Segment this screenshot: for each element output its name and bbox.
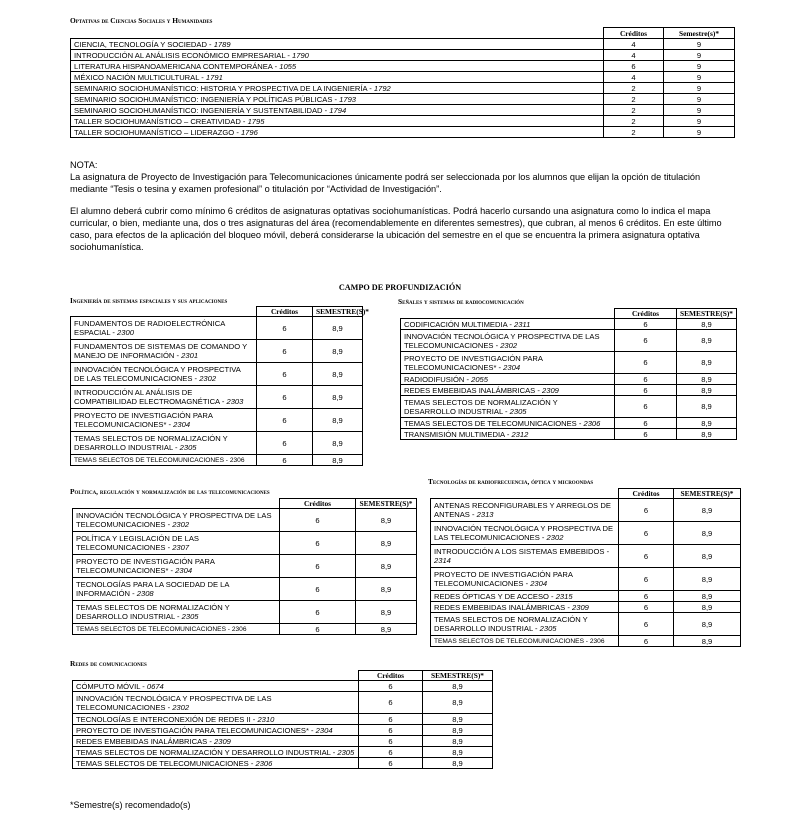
redes-title: Redes de comunicaciones [70, 659, 147, 668]
course-name-text: CODIFICACIÓN MULTIMEDIA [404, 319, 508, 329]
course-code: 1794 [329, 105, 347, 115]
course-name: TECNOLOGÍAS PARA LA SOCIEDAD DE LA INFORMACIÓN - 2308 [73, 578, 280, 601]
course-code: 2302 [500, 340, 518, 350]
course-code: 1792 [373, 83, 391, 93]
course-name: INNOVACIÓN TECNOLÓGICA Y PROSPECTIVA DE LAS TELECOMUNICACIONES - 2302 [73, 692, 359, 714]
course-semestre: 8,9 [423, 758, 493, 769]
course-creditos: 6 [615, 319, 677, 330]
course-creditos: 6 [619, 591, 674, 602]
course-name [71, 455, 257, 466]
course-name: INTRODUCCIÓN AL ANÁLISIS ECONÓMICO EMPRESARIAL - 1790 [71, 50, 604, 61]
course-code: 2055 [471, 374, 488, 384]
course-name-text: TRANSMISIÓN MULTIMEDIA [404, 429, 505, 439]
course-creditos: 6 [619, 602, 674, 613]
course-name-text: PROYECTO DE INVESTIGACIÓN PARA TELECOMUNICACIONES* [76, 725, 309, 735]
politica-table [72, 498, 417, 635]
course-creditos: 6 [615, 352, 677, 374]
course-creditos: 6 [359, 747, 423, 758]
course-name: TECNOLOGÍAS E INTERCONEXIÓN DE REDES II - 2310 [73, 714, 359, 725]
course-semestre: 8,9 [677, 319, 737, 330]
course-name-text: TALLER SOCIOHUMANÍSTICO – CREATIVIDAD [74, 116, 241, 126]
course-semestre: 8,9 [423, 681, 493, 692]
course-code: 2304 [173, 420, 191, 429]
course-semestre: 9 [664, 116, 735, 127]
course-creditos: 6 [619, 568, 674, 591]
course-name: FUNDAMENTOS DE RADIOELECTRÓNICA ESPACIAL - 2300 [71, 317, 257, 340]
table-row [401, 429, 737, 440]
course-code: 2310 [257, 714, 275, 724]
course-code: 1793 [339, 94, 357, 104]
footnote: *Semestre(s) recomendado(s) [70, 800, 191, 810]
course-code: 2304 [175, 566, 193, 575]
course-name: REDES EMBEBIDAS INALÁMBRICAS - 2309 [431, 602, 619, 613]
optativas-table [70, 27, 735, 138]
table-row [431, 636, 741, 647]
course-code: 2308 [136, 589, 154, 598]
table-row [71, 363, 363, 386]
course-code: 2302 [199, 374, 217, 383]
course-semestre: 8,9 [423, 725, 493, 736]
course-name: PROYECTO DE INVESTIGACIÓN PARA TELECOMUNICACIONES* - 2304 [73, 555, 280, 578]
course-creditos: 6 [280, 555, 356, 578]
course-name-text: INTRODUCCIÓN AL ANÁLISIS ECONÓMICO EMPRESARIAL [74, 50, 286, 60]
course-creditos: 6 [615, 429, 677, 440]
header-creditos: Créditos [257, 307, 313, 317]
table-row [71, 127, 735, 138]
header-semestre: SEMESTRE(S)* [677, 309, 737, 319]
course-name: PROYECTO DE INVESTIGACIÓN PARA TELECOMUNICACIONES* - 2304 [71, 409, 257, 432]
course-name-text: REDES ÓPTICAS Y DE ACCESO [434, 591, 549, 601]
course-name: SEMINARIO SOCIOHUMANÍSTICO: HISTORIA Y PROSPECTIVA DE LA INGENIERÍA - 1792 [71, 83, 604, 94]
header-semestre: SEMESTRE(S)* [356, 499, 417, 509]
table-row [73, 624, 417, 635]
course-code: 1796 [240, 127, 258, 137]
course-name: ANTENAS RECONFIGURABLES Y ARREGLOS DE ANTENAS - 2313 [431, 499, 619, 522]
course-semestre: 8,9 [674, 499, 741, 522]
table-row [431, 499, 741, 522]
course-creditos: 6 [359, 681, 423, 692]
table-row [71, 455, 363, 466]
course-creditos: 6 [619, 499, 674, 522]
table-row [71, 432, 363, 455]
table-row [73, 532, 417, 555]
course-code: 2312 [511, 429, 529, 439]
table-row [431, 545, 741, 568]
course-name: INTRODUCCIÓN A LOS SISTEMAS EMBEBIDOS - 2314 [431, 545, 619, 568]
course-semestre: 8,9 [674, 522, 741, 545]
course-code: 2304 [315, 725, 333, 735]
course-code: 2301 [181, 351, 199, 360]
header-creditos: Créditos [615, 309, 677, 319]
table-row [71, 386, 363, 409]
course-semestre: 8,9 [423, 714, 493, 725]
table-row [73, 692, 493, 714]
course-semestre: 8,9 [677, 418, 737, 429]
course-code: 2313 [476, 510, 494, 519]
header-creditos: Créditos [619, 489, 674, 499]
course-semestre: 8,9 [313, 455, 363, 466]
course-name-text: TEMAS SELECTOS DE TELECOMUNICACIONES - 2306 [434, 637, 605, 645]
course-name-text: TEMAS SELECTOS DE NORMALIZACIÓN Y DESARROLLO INDUSTRIAL [76, 603, 230, 621]
table-row [71, 116, 735, 127]
course-code: 2309 [572, 602, 589, 612]
header-semestre: SEMESTRE(S)* [674, 489, 741, 499]
course-creditos: 6 [257, 340, 313, 363]
course-creditos: 6 [280, 509, 356, 532]
course-creditos: 6 [359, 714, 423, 725]
course-semestre: 8,9 [313, 409, 363, 432]
course-semestre: 9 [664, 39, 735, 50]
table-row [71, 409, 363, 432]
course-code: 1795 [247, 116, 265, 126]
course-name: TRANSMISIÓN MULTIMEDIA - 2312 [401, 429, 615, 440]
course-name-text: INNOVACIÓN TECNOLÓGICA Y PROSPECTIVA DE LAS TELECOMUNICACIONES [76, 511, 272, 529]
course-name-text: ANTENAS RECONFIGURABLES Y ARREGLOS DE ANTENAS [434, 501, 611, 519]
course-semestre: 9 [664, 105, 735, 116]
course-creditos: 6 [257, 317, 313, 340]
course-code: 2315 [555, 591, 573, 601]
course-name-text: SEMINARIO SOCIOHUMANÍSTICO: HISTORIA Y PROSPECTIVA DE LA INGENIERÍA [74, 83, 368, 93]
course-creditos: 2 [604, 116, 664, 127]
table-row [73, 509, 417, 532]
course-semestre: 8,9 [313, 432, 363, 455]
course-name: PROYECTO DE INVESTIGACIÓN PARA TELECOMUNICACIONES* - 2304 [73, 725, 359, 736]
course-creditos: 4 [604, 72, 664, 83]
table-row [71, 72, 735, 83]
espaciales-table [70, 306, 369, 466]
radiofrecuencia-table [430, 488, 741, 647]
course-semestre: 8,9 [356, 578, 417, 601]
course-name-text: TEMAS SELECTOS DE TELECOMUNICACIONES - 2306 [74, 456, 245, 464]
course-name-text: INNOVACIÓN TECNOLÓGICA Y PROSPECTIVA DE LAS TELECOMUNICACIONES [76, 693, 272, 712]
course-code: 2302 [172, 702, 190, 712]
course-semestre: 8,9 [677, 429, 737, 440]
course-creditos: 6 [619, 613, 674, 636]
table-row [73, 758, 493, 769]
course-name: CÓMPUTO MÓVIL - 0674 [73, 681, 359, 692]
course-name-text: TEMAS SELECTOS DE TELECOMUNICACIONES - 2306 [76, 625, 247, 633]
course-semestre: 8,9 [313, 340, 363, 363]
course-code: 1791 [205, 72, 223, 82]
course-name [431, 636, 619, 647]
course-creditos: 6 [280, 532, 356, 555]
course-creditos: 6 [280, 601, 356, 624]
table-row [431, 568, 741, 591]
course-semestre: 8,9 [423, 692, 493, 714]
course-name: CIENCIA, TECNOLOGÍA Y SOCIEDAD - 1789 [71, 39, 604, 50]
course-semestre: 9 [664, 94, 735, 105]
course-semestre: 9 [664, 83, 735, 94]
course-name: TEMAS SELECTOS DE NORMALIZACIÓN Y DESARROLLO INDUSTRIAL - 2305 [431, 613, 619, 636]
course-name: SEMINARIO SOCIOHUMANÍSTICO: INGENIERÍA Y SUSTENTABILIDAD - 1794 [71, 105, 604, 116]
course-name: INNOVACIÓN TECNOLÓGICA Y PROSPECTIVA DE LAS TELECOMUNICACIONES - 2302 [401, 330, 615, 352]
campo-title: CAMPO DE PROFUNDIZACIÓN [338, 283, 462, 292]
senales-table [400, 308, 737, 440]
course-name-text: TEMAS SELECTOS DE NORMALIZACIÓN Y DESARROLLO INDUSTRIAL [76, 747, 331, 757]
course-name: TALLER SOCIOHUMANÍSTICO – CREATIVIDAD - 1795 [71, 116, 604, 127]
course-code: 2305 [539, 624, 557, 633]
course-creditos: 6 [359, 758, 423, 769]
course-semestre: 8,9 [674, 636, 741, 647]
course-code: 2306 [255, 758, 273, 768]
course-semestre: 8,9 [677, 374, 737, 385]
table-row [73, 714, 493, 725]
course-semestre: 8,9 [356, 555, 417, 578]
course-name: REDES EMBEBIDAS INALÁMBRICAS - 2309 [401, 385, 615, 396]
course-name-text: REDES EMBEBIDAS INALÁMBRICAS [76, 736, 208, 746]
course-name-text: SEMINARIO SOCIOHUMANÍSTICO: INGENIERÍA Y POLÍTICAS PÚBLICAS [74, 94, 333, 104]
course-creditos: 6 [615, 385, 677, 396]
course-name-text: SEMINARIO SOCIOHUMANÍSTICO: INGENIERÍA Y SUSTENTABILIDAD [74, 105, 323, 115]
table-row [431, 613, 741, 636]
course-semestre: 8,9 [356, 624, 417, 635]
course-name-text: RADIODIFUSIÓN [404, 374, 465, 384]
table-row [401, 385, 737, 396]
table-row [431, 602, 741, 613]
optativas-title: Optativas de Ciencias Sociales y Humanidades [70, 16, 213, 25]
course-name-text: PROYECTO DE INVESTIGACIÓN PARA TELECOMUNICACIONES* [74, 411, 213, 429]
course-creditos: 6 [280, 578, 356, 601]
table-row [71, 39, 735, 50]
course-semestre: 8,9 [674, 545, 741, 568]
course-name-text: POLÍTICA Y LEGISLACIÓN DE LAS TELECOMUNICACIONES [76, 534, 199, 552]
course-name: FUNDAMENTOS DE SISTEMAS DE COMANDO Y MANEJO DE INFORMACIÓN - 2301 [71, 340, 257, 363]
header-creditos: Créditos [359, 671, 423, 681]
course-name-text: TECNOLOGÍAS PARA LA SOCIEDAD DE LA INFORMACIÓN [76, 580, 230, 598]
course-name: LITERATURA HISPANOAMERICANA CONTEMPORÁNEA - 1055 [71, 61, 604, 72]
course-name-text: INTRODUCCIÓN AL ANÁLISIS DE COMPATIBILIDAD ELECTROMAGNÉTICA [74, 388, 220, 406]
table-row [401, 330, 737, 352]
table-row [401, 374, 737, 385]
course-creditos: 6 [615, 396, 677, 418]
course-code: 1055 [279, 61, 297, 71]
course-code: 2307 [172, 543, 190, 552]
header-semestre: SEMESTRE(S)* [313, 307, 363, 317]
nota [70, 159, 735, 253]
course-name-text: TALLER SOCIOHUMANÍSTICO – LIDERAZGO [74, 127, 235, 137]
course-name-text: FUNDAMENTOS DE SISTEMAS DE COMANDO Y MANEJO DE INFORMACIÓN [74, 342, 247, 360]
course-creditos: 6 [359, 736, 423, 747]
table-row [71, 50, 735, 61]
course-name: TEMAS SELECTOS DE NORMALIZACIÓN Y DESARROLLO INDUSTRIAL - 2305 [401, 396, 615, 418]
course-name-text: INNOVACIÓN TECNOLÓGICA Y PROSPECTIVA DE LAS TELECOMUNICACIONES [74, 365, 241, 383]
course-semestre: 8,9 [356, 532, 417, 555]
course-code: 2304 [530, 579, 548, 588]
course-name-text: TEMAS SELECTOS DE NORMALIZACIÓN Y DESARROLLO INDUSTRIAL [404, 397, 558, 416]
senales-title: Señales y sistemas de radiocomunicación [398, 297, 524, 306]
course-creditos: 2 [604, 94, 664, 105]
course-semestre: 9 [664, 127, 735, 138]
espaciales-title: Ingeniería de sistemas espaciales y sus aplicaciones [70, 296, 228, 305]
course-semestre: 8,9 [423, 736, 493, 747]
course-name-text: TEMAS SELECTOS DE NORMALIZACIÓN Y DESARROLLO INDUSTRIAL [434, 615, 588, 633]
course-name: TALLER SOCIOHUMANÍSTICO – LIDERAZGO - 1796 [71, 127, 604, 138]
radiofrecuencia-title: Tecnologías de radiofrecuencia, óptica y microondas [428, 477, 594, 486]
course-code: 2309 [214, 736, 231, 746]
course-name: CODIFICACIÓN MULTIMEDIA - 2311 [401, 319, 615, 330]
course-creditos: 2 [604, 127, 664, 138]
course-code: 2305 [337, 747, 355, 757]
course-name: TEMAS SELECTOS DE NORMALIZACIÓN Y DESARROLLO INDUSTRIAL - 2305 [73, 747, 359, 758]
course-semestre: 8,9 [674, 591, 741, 602]
course-creditos: 6 [615, 418, 677, 429]
table-row [71, 317, 363, 340]
course-name-text: TEMAS SELECTOS DE NORMALIZACIÓN Y DESARROLLO INDUSTRIAL [74, 434, 228, 452]
nota-p2: El alumno deberá cubrir como mínimo 6 créditos de asignaturas optativas sociohumanísticas. Podrá hacerlo cursando una asignatura como lo indica el mapa curricular, o bien, mediante una, dos o tres asignaturas del área (recomendablemente en diferentes semestres), que cubran, al menos 6 créditos. En este último caso, para efectos de la aplicación del bloqueo móvil, deberá considerarse la ubicación del semestre en el que se encuentra la primera asignatura optativa sociohumanística. [70, 206, 722, 252]
redes-table [72, 670, 493, 769]
course-code: 2309 [542, 385, 559, 395]
course-name-text: FUNDAMENTOS DE RADIOELECTRÓNICA ESPACIAL [74, 319, 225, 337]
course-semestre: 8,9 [674, 568, 741, 591]
course-code: 2314 [434, 556, 451, 565]
header-creditos: Créditos [604, 28, 664, 39]
table-row [71, 340, 363, 363]
course-name: TEMAS SELECTOS DE TELECOMUNICACIONES - 2306 [73, 758, 359, 769]
header-semestre: SEMESTRE(S)* [423, 671, 493, 681]
course-name-text: TEMAS SELECTOS DE TELECOMUNICACIONES [76, 758, 249, 768]
course-name-text: MÉXICO NACIÓN MULTICULTURAL [74, 72, 200, 82]
course-semestre: 8,9 [674, 613, 741, 636]
course-code: 1789 [213, 39, 231, 49]
course-name-text: REDES EMBEBIDAS INALÁMBRICAS [434, 602, 566, 612]
course-semestre: 9 [664, 61, 735, 72]
course-creditos: 6 [280, 624, 356, 635]
course-semestre: 8,9 [677, 385, 737, 396]
course-creditos: 4 [604, 50, 664, 61]
course-code: 2304 [503, 362, 521, 372]
course-code: 2302 [172, 520, 190, 529]
course-creditos: 6 [257, 363, 313, 386]
course-semestre: 8,9 [313, 317, 363, 340]
table-row [401, 352, 737, 374]
table-row [73, 747, 493, 758]
course-name: INNOVACIÓN TECNOLÓGICA Y PROSPECTIVA DE LAS TELECOMUNICACIONES - 2302 [431, 522, 619, 545]
table-row [71, 105, 735, 116]
table-row [71, 83, 735, 94]
course-semestre: 8,9 [677, 352, 737, 374]
course-semestre: 8,9 [674, 602, 741, 613]
course-code: 1790 [292, 50, 309, 60]
table-row [431, 591, 741, 602]
course-code: 2305 [509, 406, 527, 416]
course-name-text: CIENCIA, TECNOLOGÍA Y SOCIEDAD [74, 39, 207, 49]
table-row [71, 61, 735, 72]
table-row [401, 396, 737, 418]
course-name: INNOVACIÓN TECNOLÓGICA Y PROSPECTIVA DE LAS TELECOMUNICACIONES - 2302 [71, 363, 257, 386]
course-name: SEMINARIO SOCIOHUMANÍSTICO: INGENIERÍA Y POLÍTICAS PÚBLICAS - 1793 [71, 94, 604, 105]
course-semestre: 9 [664, 72, 735, 83]
course-creditos: 2 [604, 105, 664, 116]
course-name: PROYECTO DE INVESTIGACIÓN PARA TELECOMUNICACIONES - 2304 [431, 568, 619, 591]
course-semestre: 8,9 [313, 363, 363, 386]
course-code: 2303 [226, 397, 244, 406]
header-creditos: Créditos [280, 499, 356, 509]
course-name: TEMAS SELECTOS DE TELECOMUNICACIONES - 2306 [401, 418, 615, 429]
table-row [431, 522, 741, 545]
course-name-text: REDES EMBEBIDAS INALÁMBRICAS [404, 385, 536, 395]
table-row [401, 418, 737, 429]
nota-p1: La asignatura de Proyecto de Investigación para Telecomunicaciones únicamente podrá ser seleccionada por los alumnos que elijan la opción de titulación mediante “Tesis o tesina y examen profesional” o titulación por “Actividad de Investigación”. [70, 172, 701, 194]
course-creditos: 6 [359, 725, 423, 736]
course-semestre: 8,9 [356, 601, 417, 624]
course-creditos: 6 [359, 692, 423, 714]
course-creditos: 6 [619, 636, 674, 647]
course-name: TEMAS SELECTOS DE NORMALIZACIÓN Y DESARROLLO INDUSTRIAL - 2305 [73, 601, 280, 624]
course-semestre: 8,9 [356, 509, 417, 532]
course-name-text: INNOVACIÓN TECNOLÓGICA Y PROSPECTIVA DE LAS TELECOMUNICACIONES [404, 331, 600, 350]
course-code: 0674 [146, 681, 164, 691]
header-semestre: Semestre(s)* [664, 28, 735, 39]
course-name: REDES ÓPTICAS Y DE ACCESO - 2315 [431, 591, 619, 602]
table-row [73, 725, 493, 736]
course-creditos: 6 [257, 386, 313, 409]
course-semestre: 8,9 [677, 330, 737, 352]
course-name: PROYECTO DE INVESTIGACIÓN PARA TELECOMUNICACIONES* - 2304 [401, 352, 615, 374]
table-row [401, 319, 737, 330]
course-name: RADIODIFUSIÓN - 2055 [401, 374, 615, 385]
course-creditos: 2 [604, 83, 664, 94]
course-name [73, 624, 280, 635]
table-row [73, 601, 417, 624]
course-name-text: INNOVACIÓN TECNOLÓGICA Y PROSPECTIVA DE LAS TELECOMUNICACIONES [434, 524, 614, 542]
table-row [73, 555, 417, 578]
course-creditos: 6 [615, 374, 677, 385]
course-semestre: 8,9 [423, 747, 493, 758]
course-name-text: INTRODUCCIÓN A LOS SISTEMAS EMBEBIDOS [434, 547, 605, 556]
course-creditos: 6 [615, 330, 677, 352]
course-creditos: 6 [604, 61, 664, 72]
course-code: 2300 [117, 328, 134, 337]
course-semestre: 8,9 [677, 396, 737, 418]
course-name-text: LITERATURA HISPANOAMERICANA CONTEMPORÁNEA [74, 61, 273, 71]
course-code: 2306 [583, 418, 601, 428]
course-name-text: CÓMPUTO MÓVIL [76, 681, 141, 691]
course-name-text: PROYECTO DE INVESTIGACIÓN PARA TELECOMUNICACIONES* [76, 557, 215, 575]
course-creditos: 6 [257, 455, 313, 466]
course-creditos: 6 [619, 545, 674, 568]
course-code: 2305 [181, 612, 199, 621]
course-name: TEMAS SELECTOS DE NORMALIZACIÓN Y DESARROLLO INDUSTRIAL - 2305 [71, 432, 257, 455]
course-creditos: 6 [257, 409, 313, 432]
table-row [73, 578, 417, 601]
course-semestre: 9 [664, 50, 735, 61]
course-name: INTRODUCCIÓN AL ANÁLISIS DE COMPATIBILIDAD ELECTROMAGNÉTICA - 2303 [71, 386, 257, 409]
table-row [73, 681, 493, 692]
course-name-text: TEMAS SELECTOS DE TELECOMUNICACIONES [404, 418, 577, 428]
course-creditos: 6 [257, 432, 313, 455]
course-semestre: 8,9 [313, 386, 363, 409]
course-name-text: TECNOLOGÍAS E INTERCONEXIÓN DE REDES II [76, 714, 251, 724]
course-creditos: 6 [619, 522, 674, 545]
course-name: INNOVACIÓN TECNOLÓGICA Y PROSPECTIVA DE LAS TELECOMUNICACIONES - 2302 [73, 509, 280, 532]
course-name-text: PROYECTO DE INVESTIGACIÓN PARA TELECOMUNICACIONES* [404, 353, 543, 372]
course-code: 2311 [513, 319, 531, 329]
course-name-text: PROYECTO DE INVESTIGACIÓN PARA TELECOMUNICACIONES [434, 570, 573, 588]
politica-title: Política, regulación y normalización de las telecomunicaciones [70, 487, 270, 496]
table-row [73, 736, 493, 747]
nota-label: NOTA: [70, 160, 98, 170]
course-code: 2302 [546, 533, 564, 542]
course-name: POLÍTICA Y LEGISLACIÓN DE LAS TELECOMUNICACIONES - 2307 [73, 532, 280, 555]
course-name: REDES EMBEBIDAS INALÁMBRICAS - 2309 [73, 736, 359, 747]
course-name: MÉXICO NACIÓN MULTICULTURAL - 1791 [71, 72, 604, 83]
course-creditos: 4 [604, 39, 664, 50]
table-row [71, 94, 735, 105]
course-code: 2305 [179, 443, 197, 452]
